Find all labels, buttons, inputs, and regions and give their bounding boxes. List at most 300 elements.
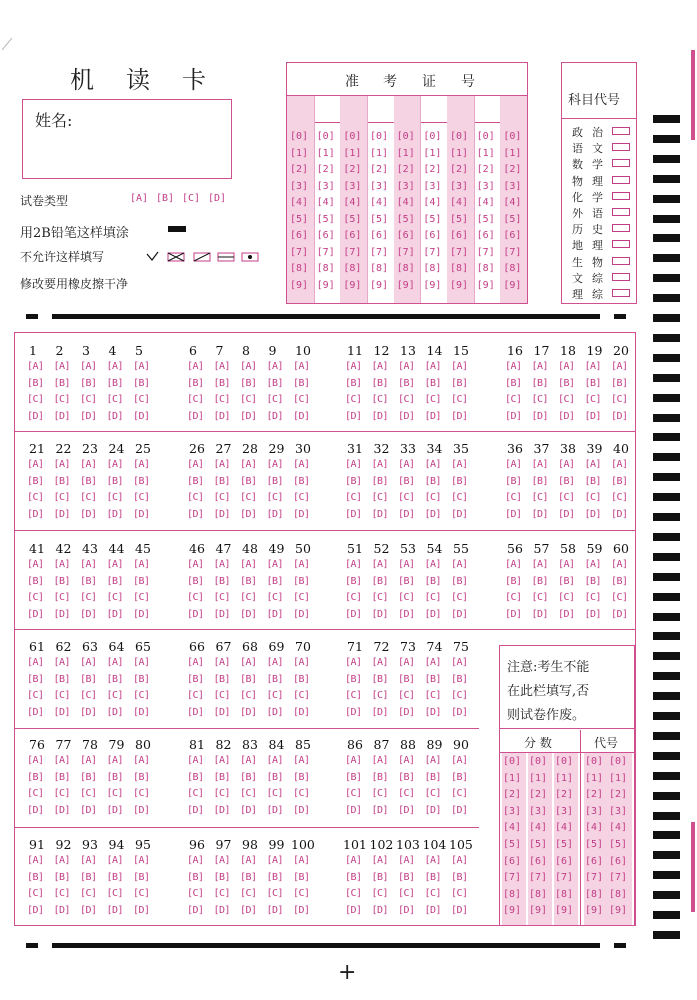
admission-digit-bubble[interactable]: [5]: [476, 213, 495, 225]
answer-option-bubble[interactable]: [C]: [53, 690, 71, 701]
score-digit-bubble[interactable]: [9]: [609, 905, 628, 917]
answer-option-bubble[interactable]: [A]: [611, 361, 628, 372]
answer-option-bubble[interactable]: [C]: [345, 788, 362, 799]
answer-option-bubble[interactable]: [C]: [266, 788, 284, 799]
answer-option-bubble[interactable]: [D]: [505, 508, 522, 520]
answer-option-bubble[interactable]: [A]: [27, 755, 44, 766]
score-digit-bubble[interactable]: [2]: [585, 789, 604, 801]
answer-option-bubble[interactable]: [A]: [531, 459, 549, 470]
answer-option-bubble[interactable]: [D]: [611, 608, 628, 620]
answer-option-bubble[interactable]: [D]: [80, 804, 97, 816]
paper-type-b[interactable]: [B]: [156, 193, 175, 204]
answer-option-bubble[interactable]: [D]: [398, 608, 415, 620]
answer-option-bubble[interactable]: [B]: [451, 871, 468, 883]
answer-option-bubble[interactable]: [D]: [187, 508, 204, 520]
admission-digit-bubble[interactable]: [0]: [476, 131, 495, 142]
score-digit-bubble[interactable]: [6]: [585, 855, 604, 867]
answer-option-bubble[interactable]: [C]: [424, 888, 442, 899]
answer-option-bubble[interactable]: [B]: [266, 771, 284, 783]
answer-option-bubble[interactable]: [D]: [213, 608, 231, 620]
score-digit-bubble[interactable]: [4]: [529, 822, 548, 834]
answer-option-bubble[interactable]: [B]: [424, 871, 442, 883]
answer-option-bubble[interactable]: [D]: [424, 804, 442, 816]
answer-option-bubble[interactable]: [B]: [293, 475, 310, 487]
answer-option-bubble[interactable]: [A]: [424, 657, 442, 668]
answer-option-bubble[interactable]: [D]: [53, 410, 71, 422]
score-digit-bubble[interactable]: [5]: [555, 839, 574, 850]
answer-option-bubble[interactable]: [B]: [505, 575, 522, 587]
answer-option-bubble[interactable]: [B]: [133, 771, 150, 783]
admission-column[interactable]: [394, 96, 422, 303]
answer-option-bubble[interactable]: [A]: [53, 755, 71, 766]
answer-option-bubble[interactable]: [C]: [345, 592, 362, 603]
admission-digit-bubble[interactable]: [8]: [423, 263, 442, 274]
admission-digit-bubble[interactable]: [5]: [343, 213, 362, 225]
answer-option-bubble[interactable]: [A]: [106, 657, 124, 668]
answer-option-bubble[interactable]: [D]: [133, 608, 150, 620]
answer-option-bubble[interactable]: [C]: [451, 592, 468, 603]
admission-digit-bubble[interactable]: [4]: [343, 197, 362, 208]
admission-column[interactable]: [287, 96, 315, 303]
answer-option-bubble[interactable]: [D]: [293, 508, 310, 520]
answer-option-bubble[interactable]: [C]: [611, 592, 628, 603]
subject-row[interactable]: [562, 204, 636, 220]
answer-option-bubble[interactable]: [B]: [213, 771, 231, 783]
answer-option-bubble[interactable]: [A]: [106, 559, 124, 570]
answer-option-bubble[interactable]: [B]: [213, 673, 231, 685]
answer-option-bubble[interactable]: [A]: [106, 459, 124, 470]
admission-digit-bubble[interactable]: [3]: [450, 180, 469, 192]
answer-option-bubble[interactable]: [B]: [27, 771, 44, 783]
admission-digit-bubble[interactable]: [7]: [503, 246, 522, 258]
answer-option-bubble[interactable]: [D]: [371, 508, 389, 520]
score-digit-bubble[interactable]: [6]: [555, 855, 574, 867]
score-digit-bubble[interactable]: [5]: [609, 839, 628, 850]
answer-option-bubble[interactable]: [A]: [424, 755, 442, 766]
admission-digit-bubble[interactable]: [6]: [423, 230, 442, 241]
answer-option-bubble[interactable]: [D]: [293, 904, 310, 916]
answer-option-bubble[interactable]: [D]: [213, 508, 231, 520]
answer-option-bubble[interactable]: [B]: [424, 771, 442, 783]
admission-digit-bubble[interactable]: [0]: [423, 131, 442, 142]
answer-option-bubble[interactable]: [C]: [106, 690, 124, 701]
answer-option-bubble[interactable]: [D]: [106, 410, 124, 422]
answer-option-bubble[interactable]: [B]: [371, 475, 389, 487]
name-box[interactable]: [22, 99, 232, 179]
answer-option-bubble[interactable]: [B]: [345, 475, 362, 487]
answer-option-bubble[interactable]: [D]: [611, 508, 628, 520]
score-digit-bubble[interactable]: [2]: [529, 789, 548, 801]
answer-option-bubble[interactable]: [A]: [106, 855, 124, 866]
answer-option-bubble[interactable]: [A]: [266, 657, 284, 668]
admission-digit-bubble[interactable]: [6]: [343, 230, 362, 241]
subject-fill-box[interactable]: [612, 208, 630, 216]
answer-option-bubble[interactable]: [D]: [53, 706, 71, 718]
answer-option-bubble[interactable]: [C]: [240, 492, 257, 503]
admission-digit-bubble[interactable]: [0]: [316, 131, 335, 142]
answer-option-bubble[interactable]: [B]: [451, 673, 468, 685]
admission-digit-bubble[interactable]: [9]: [370, 279, 389, 291]
admission-column[interactable]: [340, 96, 368, 303]
answer-option-bubble[interactable]: [A]: [505, 559, 522, 570]
score-digit-bubble[interactable]: [6]: [503, 855, 522, 867]
score-digit-bubble[interactable]: [1]: [585, 772, 604, 784]
answer-option-bubble[interactable]: [A]: [133, 855, 150, 866]
answer-option-bubble[interactable]: [B]: [424, 673, 442, 685]
answer-option-bubble[interactable]: [A]: [371, 361, 389, 372]
score-digit-bubble[interactable]: [7]: [585, 872, 604, 884]
answer-option-bubble[interactable]: [B]: [240, 475, 257, 487]
answer-option-bubble[interactable]: [C]: [451, 690, 468, 701]
answer-option-bubble[interactable]: [C]: [451, 394, 468, 405]
answer-option-bubble[interactable]: [D]: [106, 608, 124, 620]
answer-option-bubble[interactable]: [C]: [80, 788, 97, 799]
admission-digit-bubble[interactable]: [5]: [370, 213, 389, 225]
admission-column[interactable]: [420, 96, 448, 303]
score-bubble-grid[interactable]: [500, 753, 634, 925]
answer-option-bubble[interactable]: [A]: [424, 361, 442, 372]
answer-option-bubble[interactable]: [D]: [293, 706, 310, 718]
answer-option-bubble[interactable]: [B]: [266, 871, 284, 883]
answer-option-bubble[interactable]: [C]: [371, 690, 389, 701]
score-digit-bubble[interactable]: [1]: [503, 772, 522, 784]
answer-option-bubble[interactable]: [B]: [27, 673, 44, 685]
answer-option-bubble[interactable]: [B]: [213, 575, 231, 587]
subject-fill-box[interactable]: [612, 257, 630, 265]
admission-digit-bubble[interactable]: [3]: [370, 180, 389, 192]
answer-option-bubble[interactable]: [D]: [371, 706, 389, 718]
answer-option-bubble[interactable]: [D]: [213, 410, 231, 422]
answer-option-bubble[interactable]: [B]: [345, 575, 362, 587]
answer-option-bubble[interactable]: [A]: [345, 855, 362, 866]
answer-option-bubble[interactable]: [B]: [133, 871, 150, 883]
answer-option-bubble[interactable]: [B]: [187, 575, 204, 587]
answer-option-bubble[interactable]: [A]: [531, 361, 549, 372]
score-digit-bubble[interactable]: [0]: [529, 756, 548, 767]
answer-option-bubble[interactable]: [C]: [505, 394, 522, 405]
answer-option-bubble[interactable]: [A]: [584, 459, 602, 470]
answer-option-bubble[interactable]: [C]: [531, 394, 549, 405]
score-digit-bubble[interactable]: [4]: [609, 822, 628, 834]
subject-fill-box[interactable]: [612, 273, 630, 281]
score-digit-bubble[interactable]: [4]: [585, 822, 604, 834]
answer-option-bubble[interactable]: [A]: [27, 459, 44, 470]
admission-digit-bubble[interactable]: [9]: [343, 279, 362, 291]
admission-digit-bubble[interactable]: [3]: [396, 180, 415, 192]
answer-option-bubble[interactable]: [A]: [293, 657, 310, 668]
score-digit-bubble[interactable]: [3]: [529, 805, 548, 817]
answer-option-bubble[interactable]: [B]: [611, 377, 628, 389]
subject-list[interactable]: [562, 123, 636, 303]
answer-option-bubble[interactable]: [D]: [584, 608, 602, 620]
admission-digit-bubble[interactable]: [6]: [503, 230, 522, 241]
score-digit-bubble[interactable]: [0]: [585, 756, 604, 767]
answer-option-bubble[interactable]: [D]: [133, 904, 150, 916]
answer-option-bubble[interactable]: [A]: [398, 559, 415, 570]
answer-option-bubble[interactable]: [D]: [531, 508, 549, 520]
admission-digit-bubble[interactable]: [2]: [370, 164, 389, 175]
admission-digit-bubble[interactable]: [7]: [290, 246, 309, 258]
answer-option-bubble[interactable]: [C]: [398, 690, 415, 701]
admission-digit-bubble[interactable]: [8]: [476, 263, 495, 274]
answer-option-bubble[interactable]: [D]: [133, 706, 150, 718]
answer-option-bubble[interactable]: [B]: [53, 673, 71, 685]
admission-digit-bubble[interactable]: [0]: [290, 131, 309, 142]
answer-option-bubble[interactable]: [B]: [451, 377, 468, 389]
answer-option-bubble[interactable]: [D]: [187, 804, 204, 816]
answer-option-bubble[interactable]: [D]: [266, 904, 284, 916]
answer-option-bubble[interactable]: [C]: [27, 394, 44, 405]
answer-option-bubble[interactable]: [D]: [424, 410, 442, 422]
answer-option-bubble[interactable]: [A]: [398, 855, 415, 866]
answer-option-bubble[interactable]: [C]: [213, 394, 231, 405]
answer-option-bubble[interactable]: [A]: [187, 755, 204, 766]
answer-option-bubble[interactable]: [C]: [293, 888, 310, 899]
answer-option-bubble[interactable]: [B]: [611, 575, 628, 587]
answer-option-bubble[interactable]: [D]: [240, 904, 257, 916]
answer-option-bubble[interactable]: [A]: [424, 855, 442, 866]
answer-option-bubble[interactable]: [D]: [345, 804, 362, 816]
admission-column[interactable]: [447, 96, 475, 303]
answer-option-bubble[interactable]: [C]: [345, 394, 362, 405]
subject-fill-box[interactable]: [612, 224, 630, 232]
answer-option-bubble[interactable]: [D]: [424, 904, 442, 916]
answer-option-bubble[interactable]: [C]: [293, 690, 310, 701]
answer-option-bubble[interactable]: [C]: [106, 592, 124, 603]
score-column[interactable]: [584, 753, 608, 925]
answer-option-bubble[interactable]: [B]: [80, 673, 97, 685]
answer-option-bubble[interactable]: [B]: [293, 575, 310, 587]
answer-option-bubble[interactable]: [B]: [133, 575, 150, 587]
admission-digit-bubble[interactable]: [6]: [316, 230, 335, 241]
answer-option-bubble[interactable]: [B]: [53, 771, 71, 783]
answer-option-bubble[interactable]: [B]: [398, 377, 415, 389]
admission-digit-bubble[interactable]: [5]: [423, 213, 442, 225]
answer-option-bubble[interactable]: [C]: [240, 592, 257, 603]
admission-digit-bubble[interactable]: [4]: [476, 197, 495, 208]
answer-option-bubble[interactable]: [A]: [371, 855, 389, 866]
answer-option-bubble[interactable]: [D]: [187, 706, 204, 718]
answer-option-bubble[interactable]: [D]: [293, 410, 310, 422]
answer-option-bubble[interactable]: [A]: [345, 361, 362, 372]
answer-option-bubble[interactable]: [D]: [80, 410, 97, 422]
admission-digit-bubble[interactable]: [3]: [316, 180, 335, 192]
answer-option-bubble[interactable]: [D]: [80, 608, 97, 620]
answer-option-bubble[interactable]: [A]: [451, 559, 468, 570]
answer-option-bubble[interactable]: [B]: [293, 377, 310, 389]
admission-digit-bubble[interactable]: [4]: [370, 197, 389, 208]
answer-option-bubble[interactable]: [C]: [80, 394, 97, 405]
answer-option-bubble[interactable]: [D]: [345, 904, 362, 916]
admission-digit-bubble[interactable]: [5]: [396, 213, 415, 225]
admission-digit-bubble[interactable]: [9]: [503, 279, 522, 291]
score-digit-bubble[interactable]: [7]: [529, 872, 548, 884]
answer-option-bubble[interactable]: [D]: [266, 804, 284, 816]
score-column[interactable]: [554, 753, 578, 925]
score-digit-bubble[interactable]: [6]: [609, 855, 628, 867]
answer-option-bubble[interactable]: [C]: [424, 788, 442, 799]
answer-option-bubble[interactable]: [D]: [293, 608, 310, 620]
answer-option-bubble[interactable]: [C]: [451, 888, 468, 899]
answer-option-bubble[interactable]: [D]: [80, 508, 97, 520]
answer-option-bubble[interactable]: [D]: [424, 608, 442, 620]
answer-option-bubble[interactable]: [D]: [133, 508, 150, 520]
admission-digit-bubble[interactable]: [1]: [343, 147, 362, 159]
answer-option-bubble[interactable]: [A]: [240, 361, 257, 372]
answer-option-bubble[interactable]: [D]: [505, 410, 522, 422]
answer-option-bubble[interactable]: [C]: [106, 492, 124, 503]
answer-option-bubble[interactable]: [B]: [240, 377, 257, 389]
score-digit-bubble[interactable]: [3]: [503, 805, 522, 817]
answer-option-bubble[interactable]: [A]: [266, 459, 284, 470]
admission-digit-bubble[interactable]: [9]: [316, 279, 335, 291]
answer-option-bubble[interactable]: [D]: [187, 410, 204, 422]
answer-option-bubble[interactable]: [C]: [398, 888, 415, 899]
answer-option-bubble[interactable]: [C]: [187, 788, 204, 799]
answer-option-bubble[interactable]: [C]: [240, 690, 257, 701]
admission-digit-bubble[interactable]: [1]: [396, 147, 415, 159]
answer-option-bubble[interactable]: [C]: [80, 888, 97, 899]
answer-option-bubble[interactable]: [C]: [106, 888, 124, 899]
answer-option-bubble[interactable]: [C]: [611, 492, 628, 503]
answer-option-bubble[interactable]: [D]: [398, 804, 415, 816]
answer-option-bubble[interactable]: [B]: [531, 377, 549, 389]
answer-option-bubble[interactable]: [B]: [240, 871, 257, 883]
answer-option-bubble[interactable]: [D]: [53, 608, 71, 620]
answer-option-bubble[interactable]: [D]: [505, 608, 522, 620]
admission-digit-bubble[interactable]: [9]: [450, 279, 469, 291]
answer-option-bubble[interactable]: [C]: [584, 394, 602, 405]
answer-option-bubble[interactable]: [D]: [106, 706, 124, 718]
admission-digit-bubble[interactable]: [2]: [290, 164, 309, 175]
answer-option-bubble[interactable]: [A]: [293, 755, 310, 766]
answer-option-bubble[interactable]: [A]: [611, 459, 628, 470]
subject-row[interactable]: [562, 188, 636, 204]
answer-option-bubble[interactable]: [B]: [27, 871, 44, 883]
paper-type-a[interactable]: [A]: [130, 193, 149, 204]
answer-option-bubble[interactable]: [D]: [451, 508, 468, 520]
answer-option-bubble[interactable]: [A]: [371, 657, 389, 668]
answer-option-bubble[interactable]: [A]: [293, 361, 310, 372]
score-digit-bubble[interactable]: [3]: [555, 805, 574, 817]
answer-option-bubble[interactable]: [B]: [106, 377, 124, 389]
answer-option-bubble[interactable]: [A]: [80, 361, 97, 372]
answer-option-bubble[interactable]: [C]: [293, 394, 310, 405]
answer-option-bubble[interactable]: [A]: [53, 459, 71, 470]
admission-column[interactable]: [367, 96, 395, 303]
answer-option-bubble[interactable]: [B]: [27, 575, 44, 587]
answer-option-bubble[interactable]: [C]: [213, 888, 231, 899]
answer-option-bubble[interactable]: [C]: [27, 690, 44, 701]
paper-type-c[interactable]: [C]: [182, 193, 201, 204]
answer-option-bubble[interactable]: [C]: [345, 690, 362, 701]
answer-option-bubble[interactable]: [B]: [240, 771, 257, 783]
answer-option-bubble[interactable]: [A]: [293, 459, 310, 470]
answer-option-bubble[interactable]: [A]: [213, 855, 231, 866]
answer-option-bubble[interactable]: [A]: [80, 855, 97, 866]
score-column[interactable]: [528, 753, 552, 925]
admission-digit-bubble[interactable]: [7]: [316, 246, 335, 258]
answer-option-bubble[interactable]: [D]: [345, 608, 362, 620]
answer-option-bubble[interactable]: [A]: [240, 755, 257, 766]
subject-fill-box[interactable]: [612, 240, 630, 248]
answer-option-bubble[interactable]: [B]: [266, 673, 284, 685]
answer-option-bubble[interactable]: [B]: [80, 377, 97, 389]
answer-option-bubble[interactable]: [C]: [187, 888, 204, 899]
answer-option-bubble[interactable]: [C]: [187, 690, 204, 701]
subject-fill-box[interactable]: [612, 289, 630, 297]
admission-digit-bubble[interactable]: [3]: [423, 180, 442, 192]
admission-digit-bubble[interactable]: [6]: [370, 230, 389, 241]
answer-option-bubble[interactable]: [C]: [27, 492, 44, 503]
answer-option-bubble[interactable]: [D]: [531, 410, 549, 422]
answer-option-bubble[interactable]: [C]: [80, 592, 97, 603]
answer-option-bubble[interactable]: [B]: [213, 871, 231, 883]
admission-digit-bubble[interactable]: [2]: [316, 164, 335, 175]
answer-option-bubble[interactable]: [C]: [187, 592, 204, 603]
score-digit-bubble[interactable]: [8]: [585, 888, 604, 900]
answer-option-bubble[interactable]: [C]: [106, 394, 124, 405]
answer-option-bubble[interactable]: [A]: [133, 755, 150, 766]
answer-option-bubble[interactable]: [D]: [424, 706, 442, 718]
score-digit-bubble[interactable]: [9]: [503, 905, 522, 917]
answer-option-bubble[interactable]: [D]: [240, 508, 257, 520]
score-digit-bubble[interactable]: [2]: [503, 789, 522, 801]
answer-option-bubble[interactable]: [A]: [266, 755, 284, 766]
answer-option-bubble[interactable]: [C]: [133, 394, 150, 405]
answer-option-bubble[interactable]: [C]: [27, 788, 44, 799]
answer-option-bubble[interactable]: [A]: [611, 559, 628, 570]
answer-option-bubble[interactable]: [B]: [240, 673, 257, 685]
answer-option-bubble[interactable]: [A]: [187, 657, 204, 668]
score-digit-bubble[interactable]: [3]: [585, 805, 604, 817]
admission-digit-bubble[interactable]: [3]: [503, 180, 522, 192]
answer-option-bubble[interactable]: [D]: [187, 904, 204, 916]
admission-digit-bubble[interactable]: [1]: [423, 147, 442, 159]
answer-option-bubble[interactable]: [B]: [106, 475, 124, 487]
admission-digit-bubble[interactable]: [2]: [476, 164, 495, 175]
admission-column[interactable]: [314, 96, 342, 303]
answer-option-bubble[interactable]: [B]: [213, 377, 231, 389]
admission-digit-bubble[interactable]: [8]: [290, 263, 309, 274]
answer-option-bubble[interactable]: [A]: [345, 559, 362, 570]
answer-option-bubble[interactable]: [C]: [424, 592, 442, 603]
score-digit-bubble[interactable]: [2]: [555, 789, 574, 801]
answer-option-bubble[interactable]: [C]: [531, 592, 549, 603]
answer-option-bubble[interactable]: [D]: [451, 410, 468, 422]
answer-option-bubble[interactable]: [D]: [611, 410, 628, 422]
admission-digit-bubble[interactable]: [4]: [290, 197, 309, 208]
answer-option-bubble[interactable]: [A]: [80, 459, 97, 470]
answer-option-bubble[interactable]: [C]: [371, 788, 389, 799]
answer-option-bubble[interactable]: [C]: [27, 592, 44, 603]
answer-option-bubble[interactable]: [A]: [133, 361, 150, 372]
answer-option-bubble[interactable]: [A]: [505, 361, 522, 372]
answer-option-bubble[interactable]: [B]: [266, 377, 284, 389]
answer-option-bubble[interactable]: [A]: [53, 559, 71, 570]
admission-digit-bubble[interactable]: [2]: [343, 164, 362, 175]
answer-option-bubble[interactable]: [D]: [398, 706, 415, 718]
answer-option-bubble[interactable]: [B]: [345, 771, 362, 783]
score-digit-bubble[interactable]: [5]: [503, 839, 522, 850]
answer-option-bubble[interactable]: [A]: [398, 657, 415, 668]
answer-option-bubble[interactable]: [A]: [27, 559, 44, 570]
answer-option-bubble[interactable]: [B]: [584, 575, 602, 587]
answer-option-bubble[interactable]: [D]: [345, 508, 362, 520]
score-digit-bubble[interactable]: [6]: [529, 855, 548, 867]
answer-option-bubble[interactable]: [A]: [293, 855, 310, 866]
answer-option-bubble[interactable]: [A]: [187, 459, 204, 470]
